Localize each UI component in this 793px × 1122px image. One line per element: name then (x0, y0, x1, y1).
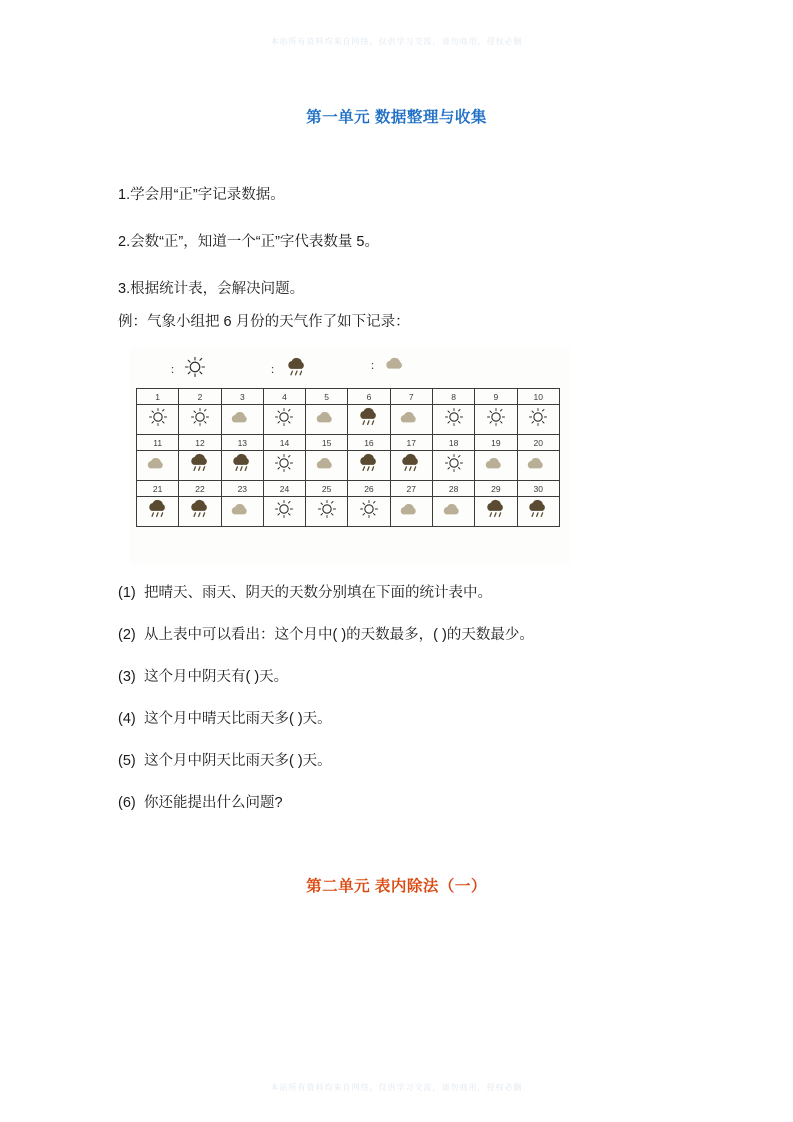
cloudy-icon (432, 497, 474, 527)
rainy-icon (475, 497, 517, 527)
question-4-number: (4) (118, 711, 136, 727)
question-2-text: 从上表中可以看出：这个月中( )的天数最多，( )的天数最少。 (144, 627, 534, 643)
question-1-number: (1) (118, 585, 136, 601)
weather-day-number-row (137, 435, 560, 451)
weather-day-number: 16 (348, 435, 390, 451)
sunny-icon (348, 497, 390, 527)
weather-grid-body (137, 389, 560, 527)
weather-day-number: 13 (221, 435, 263, 451)
cloudy-icon (384, 354, 410, 375)
weather-day-number: 14 (263, 435, 305, 451)
figure-legend (130, 348, 570, 388)
weather-day-number: 26 (348, 481, 390, 497)
weather-day-number: 25 (305, 481, 347, 497)
weather-day-number: 6 (348, 389, 390, 405)
sunny-icon (517, 405, 559, 435)
legend-item-cloudy (370, 354, 410, 375)
watermark-bottom: 本站所有资料均来自网络，仅供学习交流，请勿商用，侵权必删 (270, 1083, 523, 1092)
cloudy-icon (137, 451, 179, 481)
weather-grid (136, 388, 560, 527)
weather-day-number: 15 (305, 435, 347, 451)
legend-sunny-label: ： (170, 363, 181, 376)
question-3 (118, 667, 718, 689)
weather-day-number: 30 (517, 481, 559, 497)
sunny-icon (263, 405, 305, 435)
weather-day-number: 2 (179, 389, 221, 405)
question-6 (118, 793, 718, 815)
cloudy-icon (305, 405, 347, 435)
weather-day-number: 7 (390, 389, 432, 405)
rainy-icon (221, 451, 263, 481)
weather-day-number: 29 (475, 481, 517, 497)
weather-day-number: 28 (432, 481, 474, 497)
sunny-icon (263, 451, 305, 481)
question-3-number: (3) (118, 669, 136, 685)
weather-day-number: 9 (475, 389, 517, 405)
rainy-icon (137, 497, 179, 527)
rainy-icon (390, 451, 432, 481)
unit1-point-2: 2.会数“正”，知道一个“正”字代表数量 5。 (118, 234, 379, 250)
watermark-top: 本站所有资料均来自网络，仅供学习交流，请勿商用，侵权必删 (270, 37, 523, 46)
legend-cloudy-label: ： (370, 359, 381, 372)
unit-1-heading: 第一单元 数据整理与收集 (306, 109, 487, 126)
legend-item-rainy (270, 356, 310, 381)
cloudy-icon (305, 451, 347, 481)
weather-day-number: 21 (137, 481, 179, 497)
weather-day-number: 27 (390, 481, 432, 497)
weather-day-number: 3 (221, 389, 263, 405)
unit1-point-3: 3.根据统计表，会解决问题。 (118, 281, 305, 297)
question-6-number: (6) (118, 795, 136, 811)
weather-day-number: 23 (221, 481, 263, 497)
question-6-text: 你还能提出什么问题? (144, 795, 283, 811)
unit-2-heading: 第二单元 表内除法（一） (306, 878, 487, 895)
weather-day-number: 10 (517, 389, 559, 405)
rainy-icon (179, 451, 221, 481)
unit1-point-1: 1.学会用“正”字记录数据。 (118, 187, 285, 203)
weather-day-number: 4 (263, 389, 305, 405)
weather-icon-row (137, 497, 560, 527)
rainy-icon (284, 356, 310, 381)
sunny-icon (184, 356, 206, 381)
question-1-text: 把晴天、雨天、阴天的天数分别填在下面的统计表中。 (144, 585, 492, 601)
weather-day-number: 24 (263, 481, 305, 497)
cloudy-icon (475, 451, 517, 481)
rainy-icon (348, 451, 390, 481)
weather-day-number-row (137, 389, 560, 405)
cloudy-icon (390, 405, 432, 435)
weather-day-number-row (137, 481, 560, 497)
cloudy-icon (517, 451, 559, 481)
legend-rainy-label: ： (270, 363, 281, 376)
cloudy-icon (390, 497, 432, 527)
sunny-icon (432, 451, 474, 481)
rainy-icon (179, 497, 221, 527)
legend-item-sunny (170, 356, 206, 381)
sunny-icon (305, 497, 347, 527)
question-1 (118, 583, 718, 605)
weather-day-number: 20 (517, 435, 559, 451)
weather-day-number: 1 (137, 389, 179, 405)
weather-day-number: 11 (137, 435, 179, 451)
sunny-icon (137, 405, 179, 435)
rainy-icon (517, 497, 559, 527)
weather-day-number: 5 (305, 389, 347, 405)
question-2-number: (2) (118, 627, 136, 643)
cloudy-icon (221, 497, 263, 527)
unit1-example-intro: 例：气象小组把 6 月份的天气作了如下记录： (118, 314, 410, 330)
weather-day-number: 19 (475, 435, 517, 451)
weather-day-number: 18 (432, 435, 474, 451)
question-4-text: 这个月中晴天比雨天多( )天。 (144, 711, 332, 727)
rainy-icon (348, 405, 390, 435)
sunny-icon (263, 497, 305, 527)
weather-day-number: 22 (179, 481, 221, 497)
weather-day-number: 12 (179, 435, 221, 451)
question-4 (118, 709, 718, 731)
weather-day-number: 8 (432, 389, 474, 405)
question-3-text: 这个月中阴天有( )天。 (144, 669, 289, 685)
sunny-icon (432, 405, 474, 435)
weather-record-figure (130, 348, 570, 564)
weather-icon-row (137, 451, 560, 481)
sunny-icon (179, 405, 221, 435)
question-2 (118, 625, 718, 647)
weather-icon-row (137, 405, 560, 435)
question-5 (118, 751, 718, 773)
sunny-icon (475, 405, 517, 435)
question-5-number: (5) (118, 753, 136, 769)
question-5-text: 这个月中阴天比雨天多( )天。 (144, 753, 332, 769)
cloudy-icon (221, 405, 263, 435)
weather-day-number: 17 (390, 435, 432, 451)
